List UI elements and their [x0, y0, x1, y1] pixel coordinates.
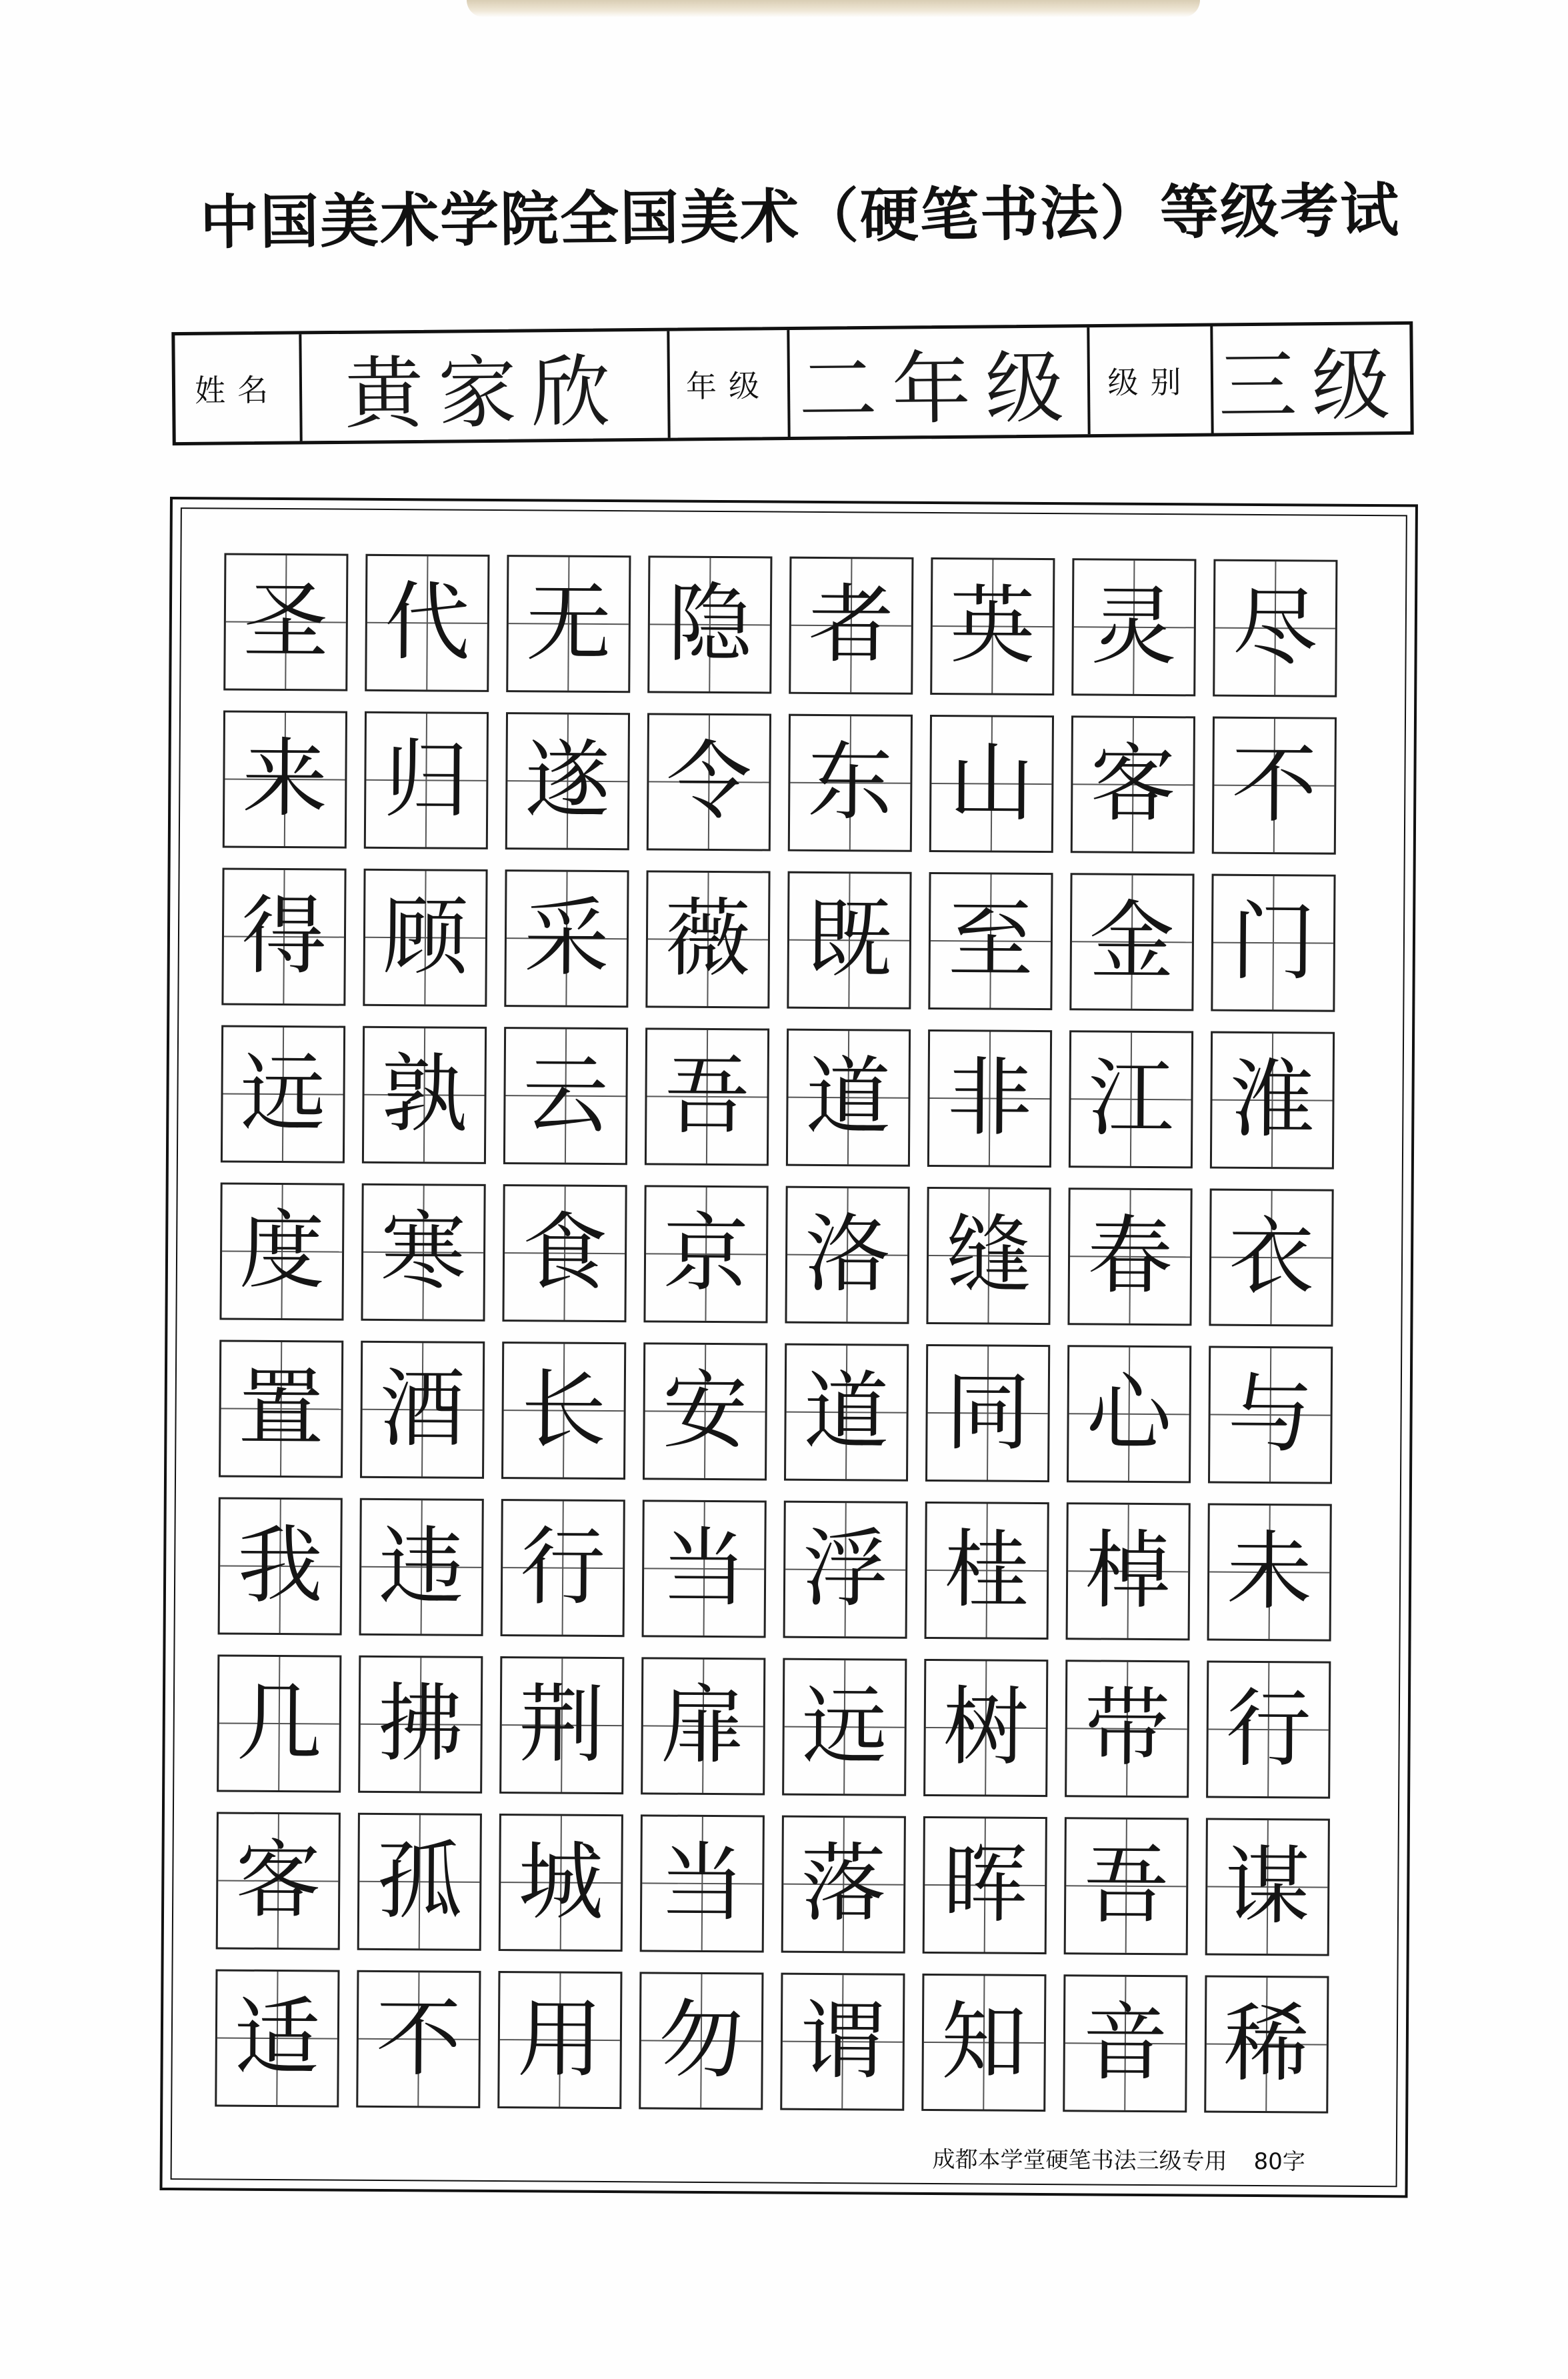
- character-box: [1208, 1346, 1333, 1484]
- handwritten-character: 适: [234, 1988, 321, 2088]
- character-box: [645, 1027, 769, 1165]
- character-box: [930, 557, 1055, 695]
- character-box: [359, 1498, 484, 1636]
- handwritten-character: 违: [378, 1516, 465, 1617]
- handwritten-character: 道: [803, 1362, 890, 1462]
- character-box: [1067, 1345, 1191, 1483]
- handwritten-character: 度: [239, 1201, 325, 1302]
- character-box: [789, 557, 913, 695]
- handwritten-character: 远: [240, 1043, 326, 1144]
- character-box: [357, 1813, 482, 1951]
- character-box: [640, 1814, 765, 1952]
- handwritten-character: 得: [241, 886, 327, 987]
- character-box: [218, 1497, 343, 1635]
- character-box: [929, 715, 1054, 853]
- character-box: [1207, 1504, 1332, 1642]
- handwritten-character: 洛: [804, 1204, 891, 1305]
- handwritten-character: 尽: [1232, 577, 1319, 678]
- handwritten-character: 京: [663, 1204, 749, 1304]
- handwritten-character: 安: [662, 1361, 749, 1462]
- handwritten-character: 音: [1082, 1993, 1169, 2094]
- grade-label: 年级: [669, 330, 790, 438]
- handwritten-character: 淮: [1229, 1049, 1315, 1150]
- practice-sheet: [159, 497, 1417, 2198]
- character-box: [502, 1184, 627, 1322]
- student-info-table: [171, 321, 1413, 445]
- handwritten-character: 代: [384, 572, 471, 673]
- handwritten-character: 晖: [941, 1835, 1028, 1935]
- handwritten-character: 采: [523, 888, 610, 989]
- handwritten-character: 不: [1231, 735, 1317, 835]
- handwritten-character: 门: [1230, 892, 1317, 993]
- character-box: [1069, 873, 1194, 1011]
- character-box: [223, 553, 348, 691]
- character-box: [1206, 1661, 1331, 1799]
- character-box: [1065, 1660, 1189, 1798]
- sheet-footer: [932, 2141, 1305, 2176]
- footer-count: 80字: [1253, 2148, 1305, 2176]
- character-box: [928, 872, 1053, 1010]
- handwritten-character: 城: [517, 1832, 604, 1933]
- handwritten-character: 谋: [1224, 1836, 1311, 1937]
- character-box: [358, 1656, 483, 1794]
- character-box: [365, 554, 489, 692]
- name-label: 姓名: [175, 334, 302, 442]
- character-box: [497, 1971, 622, 2109]
- character-box: [362, 1026, 487, 1164]
- character-box: [781, 1816, 906, 1954]
- character-box: [1205, 1818, 1330, 1956]
- character-box: [1213, 559, 1337, 697]
- handwritten-character: 行: [519, 1518, 606, 1618]
- handwritten-character: 落: [800, 1834, 887, 1934]
- handwritten-character: 谓: [799, 1991, 886, 2092]
- character-box: [499, 1814, 623, 1952]
- character-box: [927, 1029, 1052, 1167]
- handwritten-character: 浮: [802, 1519, 889, 1620]
- footer-note: 成都本学堂硬笔书法三级专用: [932, 2146, 1227, 2175]
- handwritten-character: 几: [236, 1673, 323, 1774]
- character-box: [1063, 1974, 1187, 2112]
- handwritten-character: 隐: [667, 574, 753, 675]
- handwritten-character: 吾: [1083, 1836, 1169, 1936]
- character-box: [780, 1973, 905, 2111]
- handwritten-character: 远: [801, 1676, 888, 1777]
- handwritten-character: 当: [661, 1518, 747, 1619]
- handwritten-character: 用: [517, 1990, 603, 2090]
- character-box: [219, 1340, 343, 1478]
- handwritten-character: 顾: [382, 887, 469, 987]
- character-box: [363, 869, 487, 1007]
- handwritten-character: 荆: [519, 1675, 605, 1776]
- character-box: [787, 871, 911, 1009]
- handwritten-character: 与: [1227, 1364, 1314, 1465]
- paper-edge: [467, 0, 1200, 17]
- character-box: [925, 1344, 1050, 1482]
- character-box: [505, 712, 630, 850]
- handwritten-character: 未: [1226, 1522, 1313, 1622]
- handwritten-character: 心: [1086, 1364, 1173, 1464]
- character-box: [216, 1812, 341, 1950]
- character-box: [642, 1500, 767, 1638]
- character-box: [1209, 1189, 1333, 1327]
- character-box: [782, 1658, 907, 1796]
- character-box: [360, 1341, 485, 1479]
- handwritten-character: 拂: [377, 1674, 464, 1774]
- character-box: [364, 711, 489, 849]
- handwritten-character: 非: [947, 1048, 1033, 1148]
- character-box: [923, 1659, 1048, 1797]
- character-box: [1066, 1502, 1191, 1640]
- character-box: [503, 1027, 628, 1165]
- character-box: [1210, 1031, 1335, 1169]
- character-grid: [215, 553, 1337, 2113]
- handwritten-character: 稀: [1223, 1994, 1310, 2094]
- handwritten-character: 当: [659, 1833, 745, 1934]
- character-box: [647, 555, 772, 693]
- character-box: [221, 1025, 345, 1163]
- handwritten-character: 圣: [243, 571, 329, 672]
- handwritten-character: 食: [521, 1203, 608, 1304]
- handwritten-character: 孤: [376, 1831, 463, 1932]
- character-box: [643, 1185, 768, 1323]
- character-box: [645, 870, 770, 1008]
- character-box: [499, 1656, 624, 1794]
- handwritten-character: 令: [665, 731, 752, 832]
- character-box: [925, 1502, 1049, 1640]
- grade-value: 二年级: [789, 327, 1090, 437]
- handwritten-character: 知: [941, 1992, 1027, 2092]
- character-box: [643, 1342, 767, 1480]
- character-box: [504, 869, 629, 1007]
- character-box: [219, 1182, 344, 1320]
- character-box: [788, 714, 913, 852]
- handwritten-character: 酒: [379, 1359, 466, 1460]
- character-box: [506, 555, 631, 693]
- character-box: [783, 1501, 908, 1639]
- character-box: [223, 710, 347, 848]
- handwritten-character: 长: [521, 1360, 607, 1461]
- character-box: [1069, 1030, 1193, 1168]
- character-box: [647, 713, 771, 851]
- character-box: [1204, 1976, 1329, 2114]
- handwritten-character: 树: [943, 1678, 1029, 1778]
- handwritten-character: 寒: [380, 1202, 467, 1302]
- handwritten-character: 扉: [660, 1676, 747, 1776]
- character-box: [786, 1029, 911, 1167]
- handwritten-character: 桂: [943, 1520, 1030, 1620]
- handwritten-character: 云: [523, 1045, 609, 1146]
- handwritten-character: 衣: [1228, 1207, 1315, 1308]
- handwritten-character: 棹: [1085, 1521, 1171, 1622]
- handwritten-character: 既: [806, 889, 893, 990]
- handwritten-character: 道: [805, 1047, 891, 1147]
- character-box: [785, 1186, 909, 1324]
- handwritten-character: 来: [241, 729, 328, 829]
- handwritten-character: 吾: [664, 1046, 750, 1147]
- page-title: 中国美术学院全国美术（硬笔书法）等级考试: [199, 175, 1401, 257]
- character-box: [215, 1969, 339, 2107]
- handwritten-character: 无: [525, 573, 612, 674]
- name-value: 黄家欣: [301, 331, 670, 441]
- handwritten-character: 江: [1088, 1049, 1174, 1149]
- level-value: 三级: [1217, 338, 1406, 433]
- character-box: [921, 1974, 1046, 2112]
- character-box: [501, 1342, 626, 1480]
- character-box: [221, 867, 346, 1005]
- handwritten-character: 至: [947, 891, 1034, 991]
- handwritten-character: 客: [1089, 734, 1176, 835]
- handwritten-character: 不: [375, 1988, 462, 2089]
- handwritten-character: 带: [1084, 1678, 1171, 1779]
- handwritten-character: 山: [948, 733, 1035, 833]
- handwritten-character: 行: [1225, 1679, 1312, 1780]
- character-box: [1071, 558, 1196, 696]
- handwritten-character: 英: [949, 576, 1036, 676]
- handwritten-character: 春: [1087, 1206, 1173, 1307]
- character-box: [356, 1970, 481, 2108]
- character-box: [639, 1972, 763, 2110]
- handwritten-character: 客: [235, 1830, 321, 1931]
- handwritten-character: 东: [807, 732, 893, 833]
- handwritten-character: 薇: [665, 889, 751, 989]
- handwritten-character: 灵: [1091, 577, 1177, 677]
- character-box: [926, 1187, 1051, 1325]
- handwritten-character: 孰: [381, 1044, 467, 1145]
- handwritten-character: 金: [1089, 891, 1175, 992]
- character-box: [361, 1183, 485, 1322]
- character-box: [501, 1499, 625, 1637]
- level-label: 级别: [1089, 326, 1213, 434]
- character-box: [784, 1344, 909, 1482]
- character-box: [1212, 717, 1337, 855]
- character-box: [923, 1816, 1047, 1954]
- handwritten-character: 遂: [524, 731, 611, 831]
- character-box: [641, 1657, 765, 1795]
- character-box: [217, 1654, 341, 1792]
- character-box: [1071, 715, 1195, 853]
- character-box: [1067, 1187, 1192, 1326]
- character-box: [1211, 874, 1335, 1012]
- handwritten-character: 者: [808, 575, 895, 675]
- handwritten-character: 缝: [945, 1206, 1032, 1306]
- handwritten-character: 勿: [658, 1990, 745, 2091]
- handwritten-character: 置: [238, 1358, 325, 1459]
- handwritten-character: 我: [237, 1516, 323, 1616]
- character-box: [1064, 1817, 1189, 1955]
- handwritten-character: 同: [945, 1363, 1031, 1463]
- handwritten-character: 归: [383, 729, 469, 830]
